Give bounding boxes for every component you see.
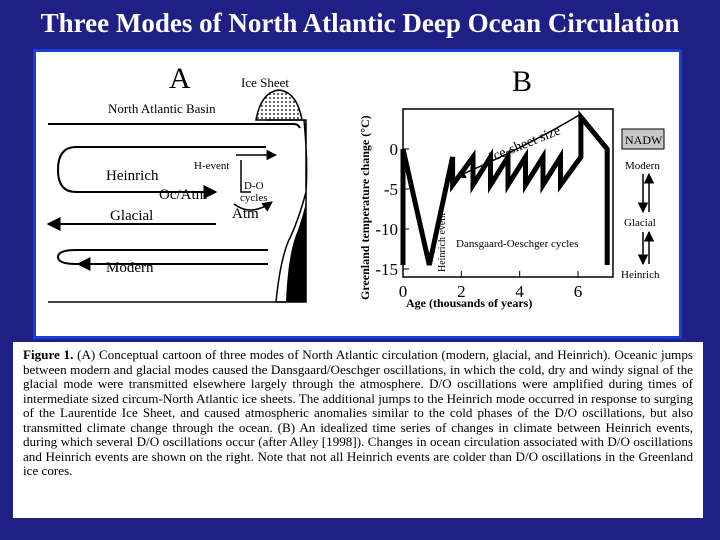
nadw-label: NADW — [625, 133, 663, 147]
atm-label: Atm — [232, 206, 259, 222]
panel-a — [48, 62, 307, 302]
cycles-label: cycles — [240, 192, 268, 204]
caption-body: (A) Conceptual cartoon of three modes of North Atlantic circulation (modern, glacial, and Heinrich). Oceanic jumps between modern and glacial modes caused the Dansgaard/Oeschger oscillations, in which the cold, dry and windy signal of the glacial mode were transmitted elsewhere largely through the atmosphere. D/O oscillations were amplified during times of intermediate sized circum-North Atlantic ice sheets. The additional jumps to the Heinrich mode occurred in response to surging of the Laurentide Ice Sheet, and caused atmospheric anomalies similar to the cold phases of the D/O oscillations, but also transmitted climate change through the ocean. (B) An idealized time series of changes in climate between Heinrich events, during which several D/O oscillations occur (after Alley [1998]). Changes in ocean circulation associated with D/O oscillations and Heinrich events are shown on the right. Note that not all Heinrich events are colder than D/O oscillations in the Greenland ice cores. — [23, 347, 693, 478]
x-tick-label: 4 — [515, 282, 524, 301]
panel-a-label: A — [169, 62, 191, 95]
x-axis-label: Age (thousands of years) — [406, 296, 533, 310]
modern-label: Modern — [106, 260, 154, 276]
y-axis-label: Greenland temperature change (°C) — [358, 115, 372, 300]
heinrich-event-label: Heinrich event — [437, 212, 448, 272]
ice-sheet-size-label: Ice-sheet size — [486, 123, 563, 166]
ice-sheet-icon — [256, 90, 302, 120]
panel-b-label: B — [512, 65, 533, 98]
panel-b — [358, 65, 664, 310]
figure-caption — [13, 342, 703, 518]
do-label: D-O — [244, 180, 264, 192]
basin-outline — [48, 124, 300, 128]
glacial-label: Glacial — [110, 208, 154, 224]
x-tick-label: 2 — [457, 282, 466, 301]
basin-label: North Atlantic Basin — [108, 101, 216, 116]
heinrich-loop — [58, 147, 266, 192]
figure-panel — [33, 49, 682, 339]
caption-lead: Figure 1. — [23, 347, 74, 362]
ice-sheet-label: Ice Sheet — [241, 75, 290, 90]
do-cycles-chart-label: Dansgaard-Oeschger cycles — [456, 238, 579, 250]
nadw-glacial-label: Glacial — [624, 217, 656, 229]
x-tick-label: 6 — [573, 282, 583, 301]
slide-title: Three Modes of North Atlantic Deep Ocean Circulation — [40, 8, 680, 38]
heinrich-label: Heinrich — [106, 168, 159, 184]
figure-svg — [36, 52, 679, 336]
y-tick-label: -15 — [375, 260, 398, 279]
h-event-label: H-event — [194, 160, 230, 172]
y-tick-label: 0 — [389, 140, 398, 159]
y-tick-label: -10 — [375, 220, 398, 239]
nadw-heinrich-label: Heinrich — [621, 269, 660, 281]
oc-atm-label: Oc/Atm — [159, 187, 208, 203]
modern-loop — [58, 250, 268, 264]
nadw-modern-label: Modern — [625, 160, 660, 172]
x-tick-label: 0 — [398, 282, 408, 301]
y-tick-label: -5 — [383, 180, 398, 199]
